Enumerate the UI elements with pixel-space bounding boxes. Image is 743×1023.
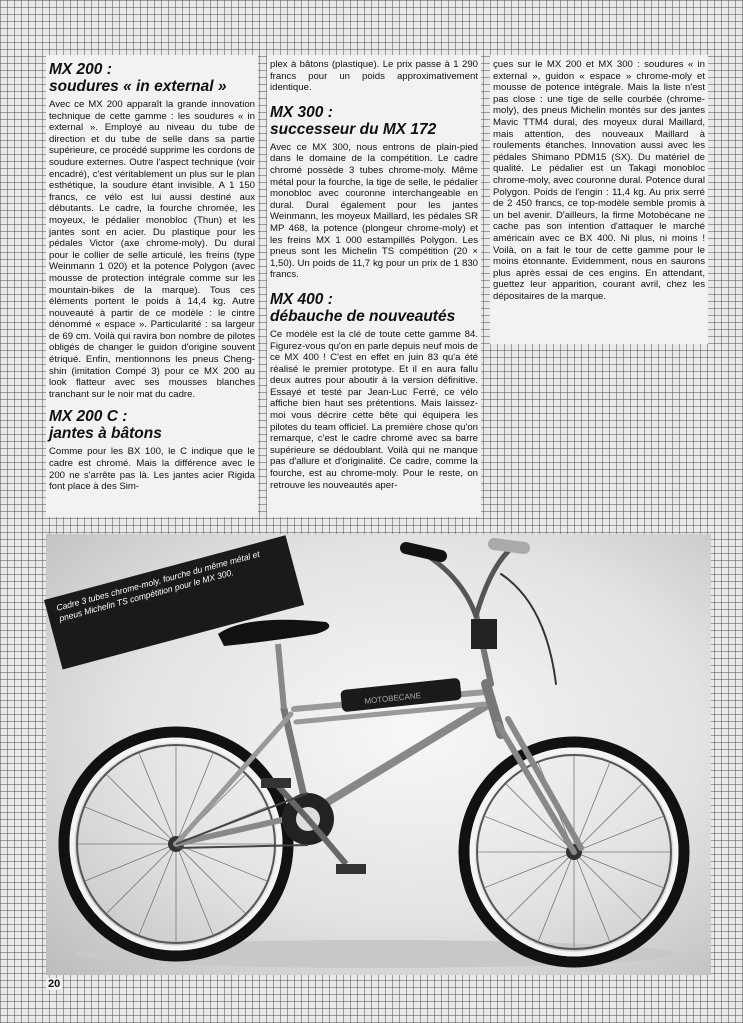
mx200-body: Avec ce MX 200 apparaît la grande innovation technique de cette gamme : les soudures « in external ». Employé au niveau du tube de direction et du tube de selle dans sa partie supérieure, ce procédé supprime les cordons de soudure externes. Outre l'aspect technique (voir encadré), c'est véritablement un plus sur le plan esthétique, la soudure étant invisible. A 1 150 francs, ce vélo est lui aussi destiné aux débutants. Le cadre, la fourche chromée, les moyeux, le pédalier monobloc (Thun) et les jantes sont en acier. Du plastique pour les pédales Victor (axe chrome-moly). Du dural pour le collier de selle articulé, les freins (type Weinmann 1 020) et la potence Polygon (avec mousse de protection intégrale comme sur les mountain-bikes de la marque). Tous ces éléments portent le poids à 14,4 kg. Autre nouveauté à partir de ce modèle : le cintre dénommé « espace ». Particularité : sa largeur de 69 cm. Voilà qui ravira bon nombre de pilotes obligés de changer le guidon d'origine souvent étriqué. Enfin, mentionnons les pneus Cheng-shin (imitation Compé 3) pour ce MX 200 au look flatteur avec ses mousses blanches tranchant sur le noir mat du cadre. — [49, 99, 255, 400]
col3-body: çues sur le MX 200 et MX 300 : soudures « in external », guidon « espace » chrome-moly et mousse de potence intégrale. Mais la liste n'est pas close : une tige de selle courbée (chrome-moly), des pneus Michelin montés sur des jantes Mavic TTM4 dural, des moyeux dural Maillard, mais attention, des nouveaux Maillard à roulements étanches. Innovation aussi avec les pédales Shimano PDM15 (SX). Du matériel de qualité. Le pédalier est un Takagi monobloc chrome-moly, avec couronne dural. Potence dural Polygon. Poids de l'engin : 11,4 kg. Au prix serré de 2 450 francs, ce top-modèle semble promis à un bel avenir. D'ailleurs, la firme Motobécane ne cache pas son intention d'attaquer le marché américain avec ce BX 400. Ni plus, ni moins ! Voilà, on a fait le tour de cette gamme pour le moins étonnante. Evidemment, nous en saurons plus après essai de ces engins. En attendant, guettez leur apparition, courant avril, chez les dépositaires de la marque. — [493, 59, 705, 302]
text-column-3 — [490, 55, 708, 344]
col2-continuation: plex à bâtons (plastique). Le prix passe à 1 290 francs pour un poids approximativement identique. — [270, 59, 478, 94]
mx200c-heading — [49, 408, 255, 442]
mx400-heading-line1: MX 400 : — [270, 290, 333, 308]
mx300-body: Avec ce MX 300, nous entrons de plain-pied dans le domaine de la compétition. Le cadre chromé possède 3 tubes chrome-moly. Même métal pour la fourche, la tige de selle, le pédalier monobloc avec couronne interchangeable en dural. Dural également pour les jantes Weinmann, les moyeux Maillard, les pédales SR MP 468, la potence (plongeur chrome-moly) et les freins MX 1 000 estampillés Polygon. Les pneus sont les Michelin TS compétition (20 × 1,50). Un poids de 11,7 kg pour un prix de 1 830 francs. — [270, 141, 478, 281]
mx300-heading — [270, 104, 478, 138]
text-column-2 — [267, 55, 481, 517]
mx200c-heading-line1: MX 200 C : — [49, 408, 128, 426]
stem-pad — [471, 619, 497, 649]
saddle — [218, 620, 329, 709]
mx400-body: Ce modèle est la clé de toute cette gamme 84. Figurez-vous qu'on en parle depuis neuf mois de ce MX 400 ! C'est en effet en juin 83 qu'a été réalisé le premier prototype. Et il en aura fallu deux autres pour aboutir à la version définitive. Essayé et testé par Jean-Luc Ferré, ce vélo affiche bien haut ses prétentions. Mais laissez-moi vous décrire cette bête qui équipera les pilotes du team officiel. La première chose qu'on remarque, c'est le cadre chromé avec sa barre supérieure se dédoublant. Voilà qui ne manque pas d'allure et d'originalité. Ce cadre, comme la fourche, est au chrome-moly. Pour le reste, on retrouve les nouveautés aper- — [270, 328, 478, 491]
page-number: 20 — [48, 978, 61, 990]
pedal-left — [261, 778, 291, 788]
mx400-heading-line2: débauche de nouveautés — [270, 307, 456, 325]
mx300-heading-line1: MX 300 : — [270, 103, 333, 121]
mx400-heading — [270, 291, 478, 325]
text-column-1 — [46, 55, 258, 517]
mx200-heading — [49, 61, 255, 95]
mx200-heading-line2: soudures « in external » — [49, 78, 227, 95]
mx200c-heading-line2: jantes à bâtons — [49, 425, 162, 443]
frame-brand-label: MOTOBECANE — [363, 690, 422, 706]
mx300-heading-line2: successeur du MX 172 — [270, 120, 437, 138]
mx200c-body: Comme pour les BX 100, le C indique que le cadre est chromé. Mais la différence avec le 200 ne s'arrête pas là. Les jantes acier Rigida font place à des Sim- — [49, 446, 255, 493]
handlebar — [406, 544, 556, 684]
mx200-heading-line1: MX 200 : — [49, 61, 112, 78]
pedal-right — [336, 864, 366, 874]
photo-caption: Cadre 3 tubes chrome-moly, fourche du même métal et pneus Michelin TS compétition pour le MX 300. — [44, 535, 304, 669]
chrome-frame — [176, 614, 581, 852]
